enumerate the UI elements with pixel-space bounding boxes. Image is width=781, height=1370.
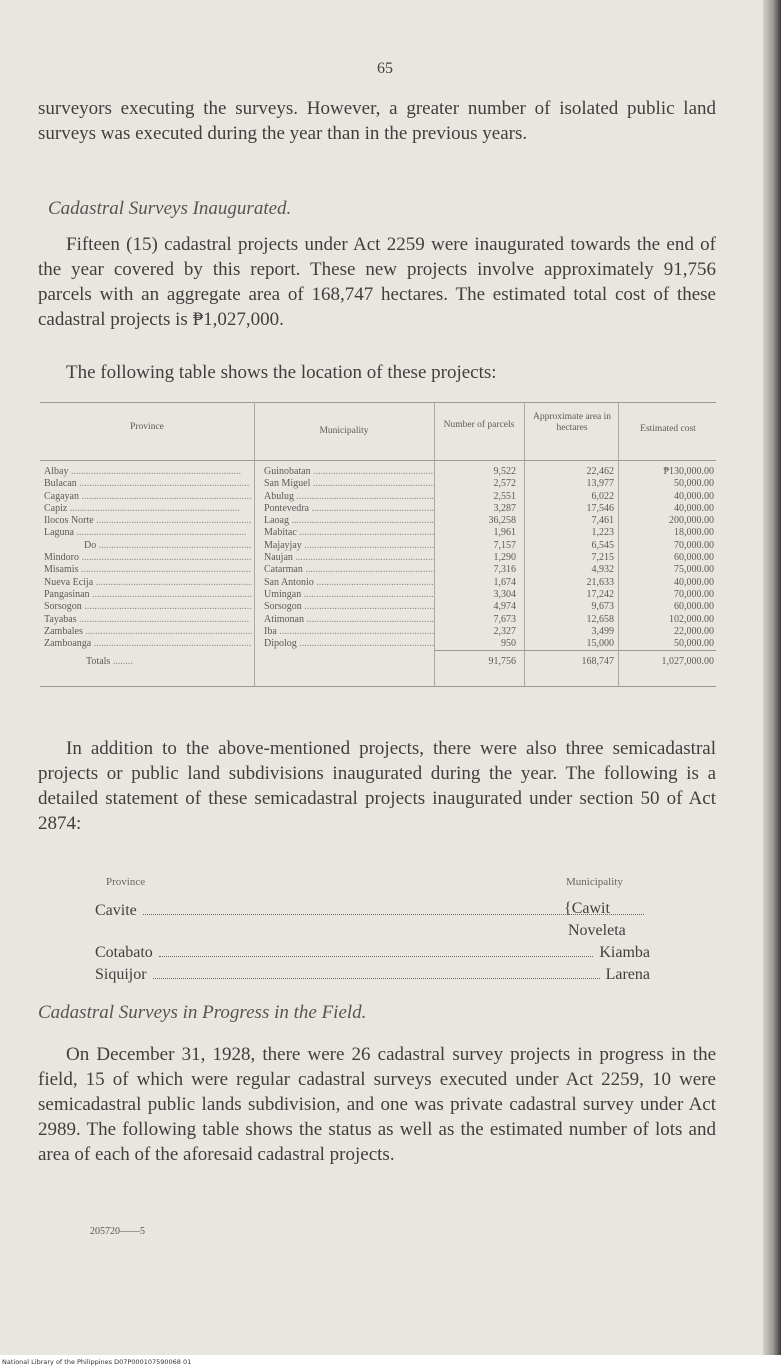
library-watermark: National Library of the Philippines D07P000107590068 01	[0, 1355, 781, 1370]
dot-leader	[159, 956, 594, 957]
table-cell-parcels: 7,673	[493, 613, 516, 625]
table-cell-parcels: 2,327	[493, 625, 516, 637]
table-cell-municipality: Atimonan .....	[264, 614, 434, 626]
totals-cost: 1,027,000.00	[661, 656, 714, 667]
table-cell-area: 9,673	[591, 601, 614, 613]
semicadastral-province: Cavite	[95, 902, 137, 919]
semicadastral-municipality: Larena	[605, 966, 650, 983]
table-cell-area: 12,658	[586, 613, 614, 625]
table-cell-municipality: Mabitac .....	[264, 527, 434, 539]
table-cell-municipality: Umingan .....	[264, 589, 434, 601]
header-municipality: Municipality	[319, 426, 369, 436]
table-cell-area: 21,633	[586, 576, 614, 588]
table-cell-cost: ₱130,000.00	[663, 466, 714, 477]
table-cell-municipality: Majayjay .....	[264, 540, 434, 552]
table-cell-municipality: Dipolog .....	[264, 638, 434, 650]
semicadastral-municipality-text: Noveleta	[568, 922, 626, 939]
table-cell-municipality: Laoag .....	[264, 515, 434, 527]
header-province: Province	[130, 422, 164, 432]
table-cell-cost: 40,000.00	[674, 490, 714, 502]
table-cell-area: 7,461	[591, 515, 614, 527]
table-divider-4	[618, 402, 619, 686]
table-cell-area: 1,223	[591, 527, 614, 539]
table-cell-area: 22,462	[586, 466, 614, 477]
heading-inaugurated: Cadastral Surveys Inaugurated.	[48, 198, 292, 219]
progress-paragraph: On December 31, 1928, there were 26 cadastral survey projects in progress in the field, 15 of which were regular cadastral surveys executed under Act 2259, 10 were semicadastral public lands subdivision, and one was private cadastral survey under Act 2989. The following table shows the status as well as the estimated number of lots and area of each of the aforesaid cadastral projects.	[38, 1044, 716, 1165]
table-cell-municipality: Abulug .....	[264, 491, 434, 503]
province-column	[44, 466, 252, 650]
totals-label: Totals ........	[86, 656, 133, 667]
header-cost: Estimated cost	[640, 424, 696, 434]
municipality-column	[264, 466, 434, 650]
table-header-rule	[40, 460, 716, 461]
table-cell-cost: 75,000.00	[674, 564, 714, 576]
table-cell-area: 15,000	[586, 638, 614, 650]
table-cell-municipality: Naujan .....	[264, 552, 434, 564]
table-cell-province: Ilocos Norte .....	[44, 515, 252, 527]
table-cell-parcels: 1,290	[493, 552, 516, 564]
table-cell-province: Bulacan .....	[44, 478, 252, 490]
table-cell-area: 4,932	[591, 564, 614, 576]
semicadastral-row-siquijor	[95, 966, 650, 984]
semicadastral-province-header: Province	[106, 876, 146, 888]
table-cell-province: Zamboanga .....	[44, 638, 252, 650]
parcels-column	[440, 466, 516, 650]
cost-column	[620, 466, 714, 650]
table-cell-area: 17,546	[586, 502, 614, 514]
table-cell-cost: 40,000.00	[674, 502, 714, 514]
table-cell-province: Misamis .....	[44, 564, 252, 576]
table-cell-area: 6,022	[591, 490, 614, 502]
table-cell-province: Tayabas .....	[44, 614, 252, 626]
table-cell-area: 3,499	[591, 625, 614, 637]
table-cell-parcels: 4,974	[493, 601, 516, 613]
table-divider-2	[434, 402, 435, 686]
table-cell-cost: 102,000.00	[669, 613, 714, 625]
semicadastral-municipality	[568, 922, 626, 940]
table-cell-area: 17,242	[586, 588, 614, 600]
table-cell-parcels: 9,522	[493, 466, 516, 477]
semicadastral-municipality: Kiamba	[599, 944, 650, 961]
table-intro-paragraph: The following table shows the location of these projects:	[66, 362, 497, 383]
table-cell-province: Do .....	[44, 540, 252, 552]
semicadastral-municipality: {Cawit	[564, 900, 610, 917]
table-cell-cost: 50,000.00	[674, 478, 714, 490]
table-cell-parcels: 2,572	[493, 478, 516, 490]
table-cell-cost: 60,000.00	[674, 552, 714, 564]
totals-parcels: 91,756	[488, 656, 516, 667]
dot-leader	[153, 978, 600, 979]
table-cell-parcels: 36,258	[488, 515, 516, 527]
table-cell-area: 13,977	[586, 478, 614, 490]
table-cell-parcels: 1,961	[493, 527, 516, 539]
table-divider-1	[254, 402, 255, 686]
table-cell-province: Albay .....	[44, 466, 252, 478]
table-cell-municipality: Guinobatan .....	[264, 466, 434, 478]
table-cell-area: 6,545	[591, 539, 614, 551]
signature-code: 205720——5	[90, 1226, 145, 1237]
table-cell-municipality: Iba .....	[264, 626, 434, 638]
table-cell-municipality: Pontevedra .....	[264, 503, 434, 515]
table-cell-cost: 70,000.00	[674, 588, 714, 600]
semicadastral-province: Cotabato	[95, 944, 153, 961]
table-cell-province: Capiz .....	[44, 503, 252, 515]
table-bottom-rule	[40, 686, 716, 687]
table-cell-province: Nueva Ecija .....	[44, 577, 252, 589]
page-number: 65	[377, 60, 393, 77]
table-top-rule	[40, 402, 716, 403]
table-cell-province: Mindoro .....	[44, 552, 252, 564]
projects-table	[40, 402, 716, 688]
semicadastral-municipality-header: Municipality	[566, 876, 623, 888]
table-cell-province: Zambales .....	[44, 626, 252, 638]
area-column	[528, 466, 614, 650]
intro-paragraph: surveyors executing the surveys. However, a greater number of isolated public land surveys was executed during the year than in the previous years.	[38, 98, 716, 144]
semicadastral-row-cotabato	[95, 944, 650, 962]
table-cell-area: 7,215	[591, 552, 614, 564]
table-cell-parcels: 3,287	[493, 502, 516, 514]
table-cell-cost: 40,000.00	[674, 576, 714, 588]
table-cell-province: Sorsogon .....	[44, 601, 252, 613]
table-cell-municipality: Sorsogon .....	[264, 601, 434, 613]
table-cell-province: Cagayan .....	[44, 491, 252, 503]
table-cell-province: Laguna .....	[44, 527, 252, 539]
header-area: Approximate area in hectares	[532, 412, 612, 433]
table-cell-cost: 18,000.00	[674, 527, 714, 539]
header-parcels: Number of parcels	[443, 420, 515, 430]
table-cell-province: Pangasinan .....	[44, 589, 252, 601]
table-cell-municipality: San Antonio .....	[264, 577, 434, 589]
totals-area: 168,747	[581, 656, 614, 667]
table-divider-3	[524, 402, 525, 686]
semicadastral-municipality-text: Cawit	[571, 900, 610, 917]
addition-paragraph: In addition to the above-mentioned projects, there were also three semicadastral projects or public land subdivisions inaugurated during the year. The following is a detailed statement of these semicadastral projects inaugurated under section 50 of Act 2874:	[38, 738, 716, 834]
table-cell-cost: 200,000.00	[669, 515, 714, 527]
table-cell-cost: 50,000.00	[674, 638, 714, 650]
heading-in-progress: Cadastral Surveys in Progress in the Field.	[38, 1002, 367, 1023]
table-cell-cost: 70,000.00	[674, 539, 714, 551]
table-cell-cost: 60,000.00	[674, 601, 714, 613]
table-cell-municipality: Catarman .....	[264, 564, 434, 576]
table-cell-parcels: 3,304	[493, 588, 516, 600]
totals-label-text: Totals	[86, 656, 111, 667]
table-cell-cost: 22,000.00	[674, 625, 714, 637]
table-cell-municipality: San Miguel .....	[264, 478, 434, 490]
table-cell-parcels: 7,316	[493, 564, 516, 576]
semicadastral-province: Siquijor	[95, 966, 147, 983]
page-edge-shadow	[763, 0, 781, 1370]
table-cell-parcels: 1,674	[493, 576, 516, 588]
table-cell-parcels: 950	[501, 638, 516, 650]
table-cell-parcels: 7,157	[493, 539, 516, 551]
fifteen-paragraph: Fifteen (15) cadastral projects under Act 2259 were inaugurated towards the end of the year covered by this report. These new projects involve approximately 91,756 parcels with an aggregate area of 168,747 hectares. The estimated total cost of these cadastral projects is ₱1,027,000.	[38, 234, 716, 330]
table-cell-parcels: 2,551	[493, 490, 516, 502]
